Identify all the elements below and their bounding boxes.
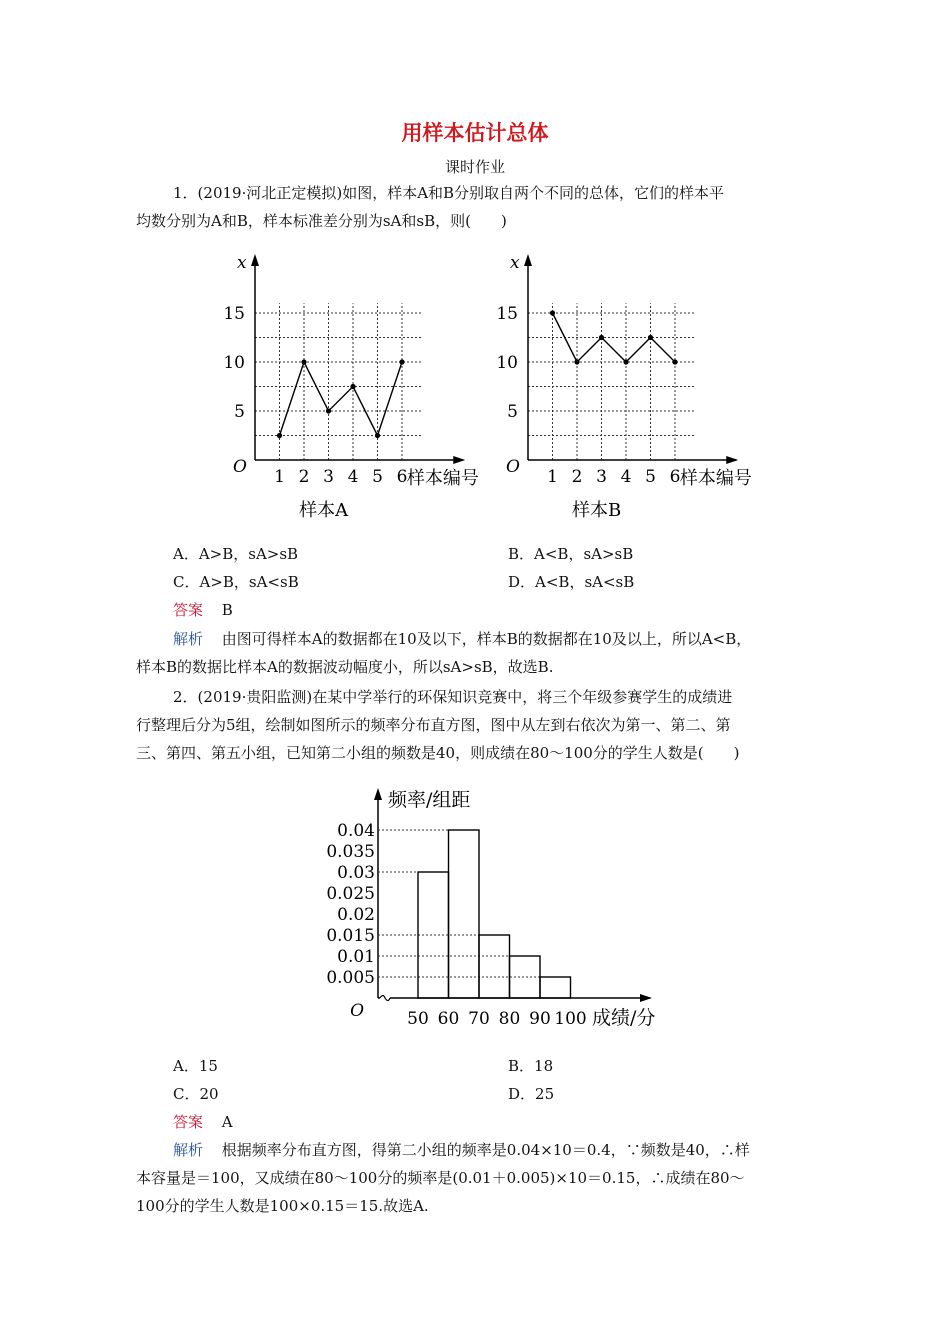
sample-a-y-tick: 15 bbox=[223, 304, 245, 324]
page-subtitle: 课时作业 bbox=[444, 158, 505, 176]
hist-origin: O bbox=[350, 1001, 364, 1021]
hist-x-tick: 50 bbox=[407, 1009, 429, 1029]
sample-b-x-tick: 5 bbox=[645, 467, 656, 487]
q1-analysis-line2: 样本B的数据比样本A的数据波动幅度小，所以sA>sB，故选B. bbox=[136, 658, 554, 676]
hist-y-tick: 0.025 bbox=[326, 884, 375, 904]
sample-a-x-tick: 4 bbox=[347, 467, 359, 487]
hist-bar bbox=[449, 830, 480, 998]
page-title: 用样本估计总体 bbox=[401, 121, 549, 145]
hist-y-tick: 0.01 bbox=[337, 947, 375, 967]
sample-a-data-point bbox=[350, 384, 355, 389]
sample-b-y-label: x bbox=[510, 253, 520, 273]
hist-y-tick: 0.005 bbox=[326, 968, 375, 988]
q1-option-b: B．A<B，sA>sB bbox=[508, 545, 634, 563]
sample-b-x-tick: 1 bbox=[547, 467, 558, 487]
q2-analysis-row bbox=[173, 1139, 750, 1161]
q2-answer: A bbox=[221, 1113, 233, 1131]
sample-a-y-tick: 10 bbox=[223, 353, 245, 373]
hist-x-tick: 80 bbox=[498, 1009, 521, 1029]
sample-a-data-point bbox=[301, 359, 306, 364]
hist-y-tick: 0.035 bbox=[326, 842, 375, 862]
q2-analysis-label: 解析 bbox=[173, 1141, 204, 1159]
sample-b-x-tick: 4 bbox=[620, 467, 632, 487]
q2-stem-line3: 三、第四、第五小组，已知第二小组的频数是40，则成绩在80～100分的学生人数是( ) bbox=[136, 744, 740, 762]
sample-a-x-arrow bbox=[453, 456, 465, 464]
sample-a-title: 样本A bbox=[299, 500, 349, 521]
sample-a-x-label: 样本编号 bbox=[406, 468, 479, 489]
hist-x-label: 成绩/分 bbox=[592, 1007, 656, 1029]
q1-option-c: C．A>B，sA<sB bbox=[173, 573, 299, 591]
sample-b-x-tick: 3 bbox=[596, 467, 607, 487]
q1-option-d: D．A<B，sA<sB bbox=[508, 573, 635, 591]
hist-y-tick: 0.03 bbox=[337, 863, 375, 883]
q2-analysis-line3: 100分的学生人数是100×0.15＝15.故选A. bbox=[136, 1197, 429, 1215]
q1-answer-row bbox=[173, 599, 233, 621]
frequency-histogram bbox=[320, 780, 680, 1040]
sample-a-x-tick: 1 bbox=[274, 467, 285, 487]
sample-a-data-point bbox=[277, 433, 282, 438]
hist-bar bbox=[479, 935, 510, 998]
sample-b-data-point bbox=[599, 335, 604, 340]
sample-a-x-tick: 3 bbox=[323, 467, 334, 487]
sample-a-data-point bbox=[375, 433, 380, 438]
q2-option-d: D．25 bbox=[508, 1085, 555, 1103]
sample-a-y-label: x bbox=[237, 253, 247, 273]
q1-option-a: A．A>B，sA>sB bbox=[173, 545, 299, 563]
q2-answer-label: 答案 bbox=[173, 1113, 204, 1131]
q2-stem-line2: 行整理后分为5组，绘制如图所示的频率分布直方图，图中从左到右依次为第一、第二、第 bbox=[136, 716, 731, 734]
sample-a-data-point bbox=[326, 408, 331, 413]
q2-option-c: C．20 bbox=[173, 1085, 219, 1103]
hist-x-tick: 100 bbox=[554, 1009, 587, 1029]
sample-b-origin: O bbox=[506, 457, 520, 477]
q2-answer-row bbox=[173, 1111, 233, 1133]
sample-a-y-tick: 5 bbox=[234, 402, 245, 422]
sample-b-data-point bbox=[550, 310, 555, 315]
q1-analysis-line1: 由图可得样本A的数据都在10及以下，样本B的数据都在10及以上，所以A<B， bbox=[221, 630, 752, 648]
q1-answer: B bbox=[221, 601, 233, 619]
q1-analysis-label: 解析 bbox=[173, 630, 204, 648]
q1-answer-label: 答案 bbox=[173, 601, 204, 619]
sample-b-x-tick: 6 bbox=[669, 467, 681, 487]
sample-b-line-chart bbox=[488, 248, 783, 528]
sample-a-line-chart bbox=[215, 248, 510, 528]
q2-option-a: A．15 bbox=[173, 1057, 218, 1075]
q2-analysis-line1: 根据频率分布直方图，得第二小组的频率是0.04×10＝0.4，∵频数是40，∴样 bbox=[221, 1141, 750, 1159]
hist-x-tick: 60 bbox=[437, 1009, 460, 1029]
sample-b-x-tick: 2 bbox=[571, 467, 583, 487]
sample-a-origin: O bbox=[233, 457, 247, 477]
hist-y-label: 频率/组距 bbox=[388, 789, 471, 811]
hist-y-tick: 0.02 bbox=[337, 905, 375, 925]
hist-x-tick: 70 bbox=[468, 1009, 490, 1029]
sample-b-y-arrow bbox=[524, 254, 532, 266]
sample-b-data-point bbox=[623, 359, 628, 364]
sample-a-data-point bbox=[399, 359, 404, 364]
q1-stem-line2: 均数分别为A和B，样本标准差分别为sA和sB，则( ) bbox=[136, 212, 507, 230]
sample-b-y-tick: 5 bbox=[507, 402, 518, 422]
sample-a-y-arrow bbox=[251, 254, 259, 266]
q1-analysis-row bbox=[173, 628, 751, 650]
sample-b-data-point bbox=[574, 359, 579, 364]
q2-stem-line1: 2．(2019·贵阳监测)在某中学举行的环保知识竞赛中，将三个年级参赛学生的成绩进 bbox=[173, 688, 733, 706]
sample-a-x-tick: 6 bbox=[396, 467, 408, 487]
hist-y-tick: 0.04 bbox=[337, 821, 375, 841]
sample-b-x-label: 样本编号 bbox=[679, 468, 752, 489]
hist-bar bbox=[540, 977, 571, 998]
hist-axis-break bbox=[380, 996, 390, 1001]
hist-y-arrow bbox=[374, 788, 382, 800]
sample-b-y-tick: 10 bbox=[496, 353, 518, 373]
sample-a-series-line bbox=[280, 362, 403, 436]
sample-b-title: 样本B bbox=[571, 500, 622, 521]
hist-x-tick: 90 bbox=[529, 1009, 551, 1029]
sample-b-data-point bbox=[672, 359, 677, 364]
sample-b-data-point bbox=[648, 335, 653, 340]
q2-option-b: B．18 bbox=[508, 1057, 554, 1075]
sample-a-x-tick: 2 bbox=[298, 467, 310, 487]
q2-analysis-line2: 本容量是＝100，又成绩在80～100分的频率是(0.01＋0.005)×10＝0.15，∴成绩在80～ bbox=[136, 1169, 745, 1187]
hist-x-arrow bbox=[640, 994, 652, 1002]
sample-a-x-tick: 5 bbox=[372, 467, 383, 487]
hist-y-tick: 0.015 bbox=[326, 926, 375, 946]
q1-stem-line1: 1．(2019·河北正定模拟)如图，样本A和B分别取自两个不同的总体，它们的样本平 bbox=[173, 184, 725, 202]
sample-b-x-arrow bbox=[726, 456, 738, 464]
sample-b-y-tick: 15 bbox=[496, 304, 518, 324]
